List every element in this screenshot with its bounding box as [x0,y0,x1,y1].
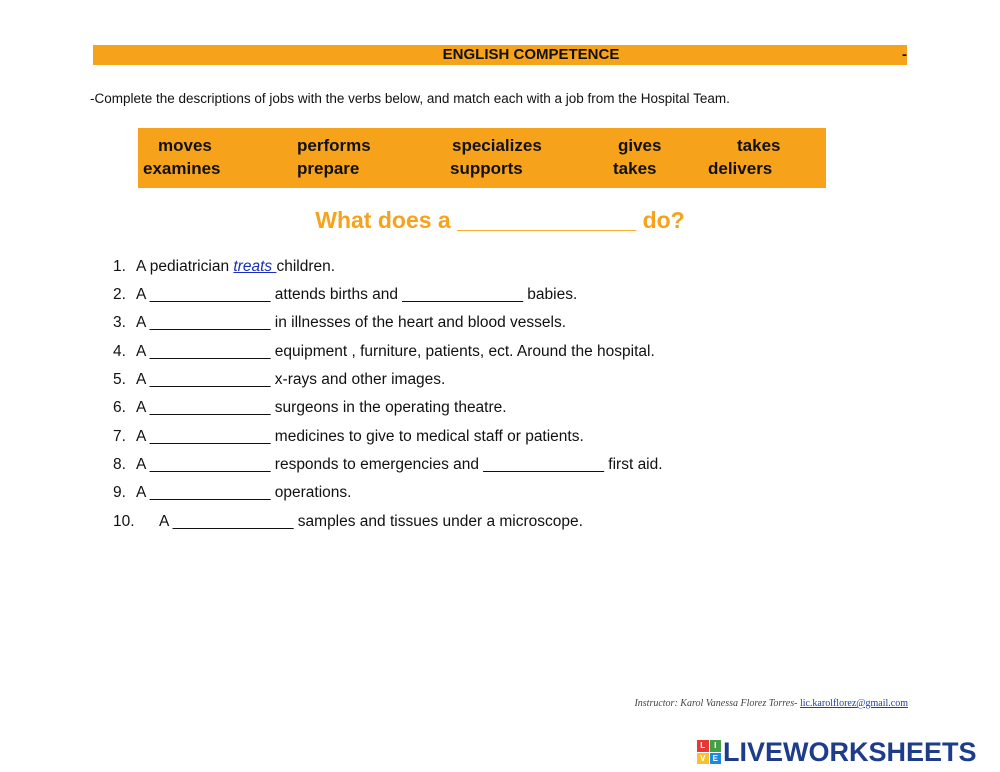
item-text[interactable]: A ______________ samples and tissues under a microscope. [159,513,583,530]
verb-word: supports [450,159,523,178]
verb-word: performs [297,136,371,155]
list-item [113,314,566,332]
instructions-text: -Complete the descriptions of jobs with the verbs below, and match each with a job from the Hospital Team. [90,91,730,106]
item-text: children. [276,258,336,275]
item-number: 4. [113,343,126,360]
item-number: 10. [113,513,135,530]
list-item [113,343,655,361]
item-number: 5. [113,371,126,388]
verb-word: takes [737,136,781,155]
logo-text: LIVEWORKSHEETS [723,736,977,767]
verb-word: takes [613,159,657,178]
item-text: A pediatrician [136,258,234,275]
item-number: 8. [113,456,126,473]
list-item [113,484,351,502]
list-item [113,371,445,389]
list-item [113,399,507,417]
verb-word: gives [618,136,662,155]
instructor-credit [634,698,908,709]
verb-word: prepare [297,159,360,178]
list-item [113,456,663,474]
list-item [113,428,584,446]
item-text[interactable]: A ______________ responds to emergencies and ______________ first aid. [136,456,663,473]
liveworksheets-logo[interactable] [697,737,977,767]
logo-grid-icon [697,740,721,764]
item-text[interactable]: A ______________ in illnesses of the heart and blood vessels. [136,314,567,331]
item-text[interactable]: A ______________ surgeons in the operating theatre. [136,399,507,416]
worksheet-title: ENGLISH COMPETENCE [442,46,620,63]
verb-word: specializes [452,136,542,155]
item-number: 1. [113,258,126,275]
item-text[interactable]: A ______________ medicines to give to medical staff or patients. [136,428,584,445]
list-item [113,258,335,276]
verb-bank [138,128,826,188]
instructor-name: Instructor: Karol Vanessa Florez Torres- [634,698,798,709]
item-text[interactable]: A ______________ attends births and ______________ babies. [136,286,578,303]
verb-word: moves [158,136,212,155]
question-title: What does a ______________ do? [315,207,685,233]
item-number: 6. [113,399,126,416]
logo-tile: E [710,753,722,765]
item-text[interactable]: A ______________ x-rays and other images. [136,371,446,388]
example-answer[interactable]: treats [233,258,277,275]
item-text[interactable]: A ______________ operations. [136,484,352,501]
logo-tile: I [710,740,722,752]
header-dash: - [902,46,907,63]
item-number: 3. [113,314,126,331]
list-item [113,513,583,531]
logo-tile: V [697,753,709,765]
item-number: 2. [113,286,126,303]
verb-word: delivers [708,159,773,178]
logo-tile: L [697,740,709,752]
header-bar [93,45,907,65]
item-number: 7. [113,428,126,445]
list-item [113,286,577,304]
verb-word: examines [143,159,221,178]
instructor-email-link[interactable]: lic.karolflorez@gmail.com [799,698,908,709]
item-number: 9. [113,484,126,501]
item-text[interactable]: A ______________ equipment , furniture, patients, ect. Around the hospital. [136,343,655,360]
